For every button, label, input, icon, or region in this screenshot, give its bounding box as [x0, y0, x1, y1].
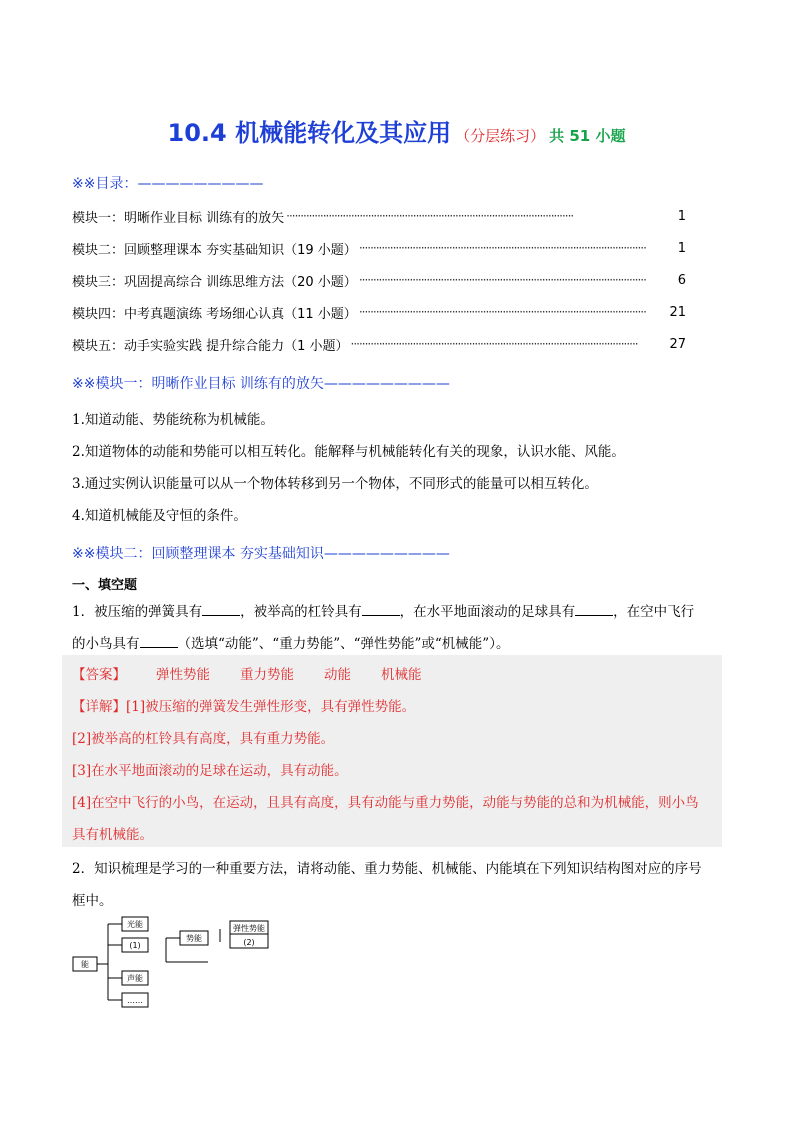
diagram-branch-label: 声能 — [127, 974, 143, 983]
toc-row-page: 6 — [677, 272, 686, 288]
q1-text: 的小鸟具有 — [72, 636, 140, 652]
diagram-branch-label: (1) — [129, 941, 141, 950]
diagram-branch-label: …… — [127, 996, 143, 1005]
knowledge-structure-diagram — [70, 912, 280, 1012]
answer-blank[interactable] — [202, 602, 240, 616]
toc-heading: ※※目录：————————— — [72, 176, 264, 192]
detail-label: 【详解】 — [72, 699, 126, 715]
document-title — [0, 113, 793, 148]
answer-blank[interactable] — [140, 634, 178, 648]
answer-blank[interactable] — [362, 602, 400, 616]
module1-item: 1.知道动能、势能统称为机械能。 — [72, 412, 274, 428]
diagram-svg — [70, 912, 280, 1012]
title-subtitle: （分层练习） — [455, 127, 546, 145]
toc-leader-dots: ······································································································ — [286, 209, 574, 223]
q1-text: ，在空中飞行 — [613, 604, 695, 620]
question-2-line-2: 框中。 — [72, 893, 113, 909]
answer-item: 重力势能 — [240, 667, 294, 683]
toc-leader-dots: ······································································································ — [358, 305, 646, 319]
toc-leader-dots: ······································································································ — [358, 241, 646, 255]
module1-heading: ※※模块一：明晰作业目标 训练有的放矢————————— — [72, 376, 450, 392]
toc-leader-dots: ······································································································ — [350, 337, 638, 351]
toc-row[interactable] — [72, 334, 686, 354]
module1-item: 4.知道机械能及守恒的条件。 — [72, 508, 247, 524]
question-1-line-2 — [72, 632, 509, 652]
toc-row-page: 21 — [669, 304, 686, 320]
detail-line: [4]在空中飞行的小鸟，在运动，且具有高度，具有动能与重力势能，动能与势能的总和为机械能，则小鸟 — [72, 795, 699, 811]
diagram-right-label: 弹性势能 — [233, 924, 265, 933]
answer-label: 【答案】 — [72, 667, 126, 683]
toc-row[interactable] — [72, 302, 686, 322]
detail-line: [3]在水平地面滚动的足球在运动，具有动能。 — [72, 763, 348, 779]
detail-text: [1]被压缩的弹簧发生弹性形变，具有弹性势能。 — [126, 699, 416, 715]
question-2-line-1: 2．知识梳理是学习的一种重要方法，请将动能、重力势能、机械能、内能填在下列知识结构图对应的序号 — [72, 861, 702, 877]
answer-line — [72, 663, 422, 683]
answer-item: 弹性势能 — [156, 667, 210, 683]
toc-row-label: 模块二：回顾整理课本 夯实基础知识（19 小题） — [72, 242, 357, 258]
module1-item: 3.通过实例认识能量可以从一个物体转移到另一个物体，不同形式的能量可以相互转化。 — [72, 476, 598, 492]
toc-row-label: 模块三：巩固提高综合 训练思维方法（20 小题） — [72, 274, 357, 290]
toc-row-label: 模块一：明晰作业目标 训练有的放矢 — [72, 210, 285, 226]
q1-text: ，被举高的杠铃具有 — [240, 604, 362, 620]
diagram-right-label: (2) — [243, 938, 255, 947]
detail-line — [72, 695, 415, 715]
q1-text: ，在水平地面滚动的足球具有 — [399, 604, 576, 620]
toc-row[interactable] — [72, 206, 686, 226]
toc-row-page: 1 — [677, 208, 686, 224]
diagram-root-label: 能 — [81, 960, 89, 969]
section-label: 一、填空题 — [72, 578, 138, 593]
answer-item: 动能 — [324, 667, 351, 683]
title-question-count: 共 51 小题 — [549, 127, 626, 145]
toc-row-label: 模块五：动手实验实践 提升综合能力（1 小题） — [72, 338, 349, 354]
toc-row-label: 模块四：中考真题演练 考场细心认真（11 小题） — [72, 306, 357, 322]
toc-leader-dots: ······································································································ — [358, 273, 646, 287]
q1-text: 1．被压缩的弹簧具有 — [72, 604, 203, 620]
answer-blank[interactable] — [575, 602, 613, 616]
answer-panel — [62, 655, 722, 847]
module2-heading: ※※模块二：回顾整理课本 夯实基础知识————————— — [72, 546, 450, 562]
toc-row-page: 27 — [669, 336, 686, 352]
diagram-branch-label: 光能 — [127, 920, 143, 929]
title-main: 10.4 机械能转化及其应用 — [167, 119, 452, 147]
toc-row[interactable] — [72, 238, 686, 258]
question-1-line-1 — [72, 600, 694, 620]
toc-row-page: 1 — [677, 240, 686, 256]
answer-item: 机械能 — [381, 667, 422, 683]
diagram-mid-label: 势能 — [186, 934, 202, 943]
detail-line: 具有机械能。 — [72, 827, 153, 843]
toc-row[interactable] — [72, 270, 686, 290]
detail-line: [2]被举高的杠铃具有高度，具有重力势能。 — [72, 731, 335, 747]
module1-item: 2.知道物体的动能和势能可以相互转化。能解释与机械能转化有关的现象，认识水能、风能。 — [72, 444, 625, 460]
q1-text: （选填“动能”、“重力势能”、“弹性势能”或“机械能”）。 — [177, 636, 510, 652]
